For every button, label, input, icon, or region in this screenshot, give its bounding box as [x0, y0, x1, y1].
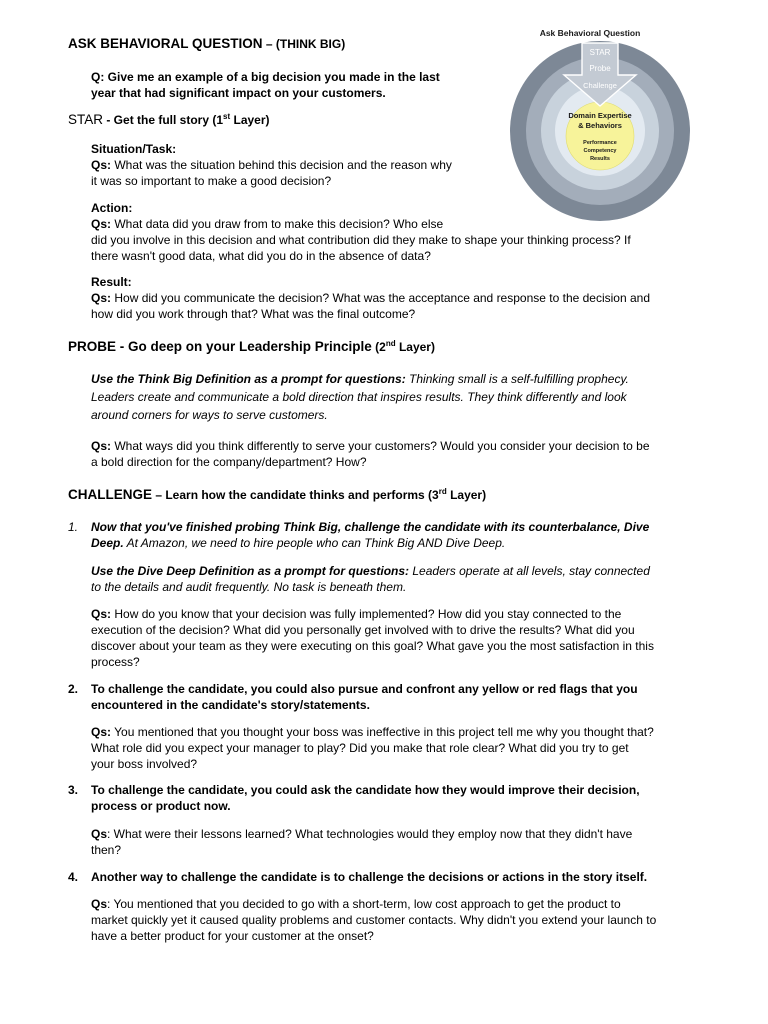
- challenge-end: Layer): [446, 488, 487, 502]
- center-label-line1: Domain Expertise: [568, 111, 632, 120]
- challenge-item-2: [91, 681, 638, 713]
- star-subtitle: - Get the full story (1: [103, 113, 224, 127]
- qs-label: Qs:: [91, 439, 112, 453]
- probe-questions: [91, 438, 650, 470]
- probe-qs-text: What ways did you think differently to serve your customers? Would you consider your decision to be: [111, 439, 650, 453]
- dive-deep-label: Use the Dive Deep Definition as a prompt for questions:: [91, 564, 410, 578]
- situation-text: it was so important to make a good decision?: [91, 174, 332, 188]
- qs-label: Qs:: [91, 217, 112, 231]
- qs3-text: then?: [91, 843, 122, 857]
- star-end: Layer): [230, 113, 270, 127]
- dive-deep-text: Leaders operate at all levels, stay connected: [409, 564, 650, 578]
- result-label: Result:: [91, 275, 132, 289]
- situation-section: [91, 141, 452, 189]
- question-line: year that had significant impact on your customers.: [91, 86, 386, 100]
- challenge-qs-3: [91, 826, 632, 858]
- situation-text: What was the situation behind this decision and the reason why: [111, 158, 452, 172]
- qs1-text: discover about your team as they were executing on this goal? What gave you the most satisfaction in this: [91, 639, 654, 653]
- probe-prompt-text: Leaders create and communicate a bold direction that inspires results. They think differently and look: [91, 390, 627, 404]
- action-text: What data did you draw from to make this decision? Who else: [111, 217, 444, 231]
- qs2-text: You mentioned that you thought your boss was ineffective in this project tell me why you thought that?: [111, 725, 654, 739]
- probe-prompt-text: around corners for ways to serve customers.: [91, 408, 328, 422]
- star-sup: st: [223, 112, 231, 121]
- probe-title: PROBE - Go deep on your Leadership Principle: [68, 339, 372, 354]
- qs1-text: process?: [91, 655, 140, 669]
- probe-prompt-text: Thinking small is a self-fulfilling prophecy.: [405, 372, 629, 386]
- arrow-label-probe: Probe: [589, 64, 611, 73]
- challenge-title: CHALLENGE: [68, 487, 152, 502]
- qs1-text: execution of the decision? What did you personally get involved with to drive the results? What did you: [91, 623, 635, 637]
- question-line: Q: Give me an example of a big decision you made in the last: [91, 70, 440, 84]
- probe-qs-text: a bold direction for the company/department? How?: [91, 455, 367, 469]
- heading-main: ASK BEHAVIORAL QUESTION: [68, 36, 263, 51]
- center-label-line2: & Behaviors: [578, 121, 622, 130]
- qs-label: Qs:: [91, 291, 112, 305]
- qs-label: Qs: [91, 827, 108, 841]
- list-number: 1.: [68, 520, 79, 534]
- center-sub-results: Results: [590, 156, 610, 162]
- item2-text: To challenge the candidate, you could also pursue and confront any yellow or red flags that you: [91, 682, 638, 696]
- arrow-label-star: STAR: [589, 48, 611, 57]
- probe-sup: nd: [385, 339, 396, 348]
- situation-label: Situation/Task:: [91, 142, 177, 156]
- star-heading: [68, 112, 270, 128]
- qs-label: Qs:: [91, 158, 112, 172]
- item1-text: Deep.: [91, 536, 124, 550]
- challenge-sup: rd: [438, 487, 447, 496]
- qs-label: Qs:: [91, 725, 112, 739]
- challenge-subtitle: – Learn how the candidate thinks and performs (3: [152, 488, 439, 502]
- qs2-text: What role did you expect your manager to play? Did you make that role clear? What did you try to get: [91, 741, 629, 755]
- page-heading: [68, 36, 345, 52]
- challenge-heading: [68, 487, 486, 503]
- probe-prompt: [91, 370, 629, 424]
- probe-end: Layer): [395, 340, 435, 354]
- action-section: [91, 200, 631, 264]
- challenge-qs-2: [91, 724, 654, 772]
- list-number: 3.: [68, 783, 79, 797]
- list-number: 2.: [68, 682, 79, 696]
- list-number: 4.: [68, 870, 79, 884]
- arrow-label-challenge: Challenge: [583, 81, 617, 90]
- main-question: [91, 69, 440, 101]
- diagram-title: Ask Behavioral Question: [539, 28, 641, 38]
- behavioral-question-diagram: [505, 24, 755, 224]
- heading-sub: – (THINK BIG): [262, 37, 346, 51]
- item3-text: To challenge the candidate, you could ask the candidate how they would improve their decision,: [91, 783, 640, 797]
- challenge-item-1: [91, 519, 649, 551]
- qs4-text: have a better product for your customer at the onset?: [91, 929, 374, 943]
- probe-mid: (2: [371, 340, 386, 354]
- probe-heading: [68, 339, 435, 355]
- qs-label: Qs:: [91, 607, 112, 621]
- result-text: how did you work through that? What was the final outcome?: [91, 307, 416, 321]
- dive-deep-prompt: [91, 563, 650, 595]
- challenge-item-3: [91, 782, 640, 814]
- center-sub-performance: Performance: [583, 140, 617, 146]
- challenge-qs-4: [91, 896, 656, 944]
- dive-deep-text: to the details and audit frequently. No task is beneath them.: [91, 580, 407, 594]
- action-label: Action:: [91, 201, 133, 215]
- item1-text: Now that you've finished probing Think Big, challenge the candidate with its counterbalance, Dive: [91, 520, 650, 534]
- qs4-text: : You mentioned that you decided to go with a short-term, low cost approach to get the product to: [107, 897, 621, 911]
- item2-text: encountered in the candidate's story/statements.: [91, 698, 370, 712]
- qs3-text: : What were their lessons learned? What technologies would they employ now that they didn't have: [107, 827, 633, 841]
- qs4-text: market quickly yet it caused quality problems and customer contacts. Why didn't you extend your launch to: [91, 913, 657, 927]
- qs-label: Qs: [91, 897, 108, 911]
- result-text: How did you communicate the decision? What was the acceptance and response to the decision and: [111, 291, 651, 305]
- qs2-text: your boss involved?: [91, 757, 198, 771]
- center-sub-competency: Competency: [583, 148, 617, 154]
- item1-italic: At Amazon, we need to hire people who can Think Big AND Dive Deep.: [123, 536, 506, 550]
- action-text: there wasn't good data, what did you do in the absence of data?: [91, 249, 431, 263]
- result-section: [91, 274, 650, 322]
- item4-text: Another way to challenge the candidate is to challenge the decisions or actions in the story itself.: [91, 870, 648, 884]
- star-title: STAR: [68, 112, 104, 127]
- item3-text: process or product now.: [91, 799, 231, 813]
- qs1-text: How do you know that your decision was fully implemented? How did you stay connected to the: [111, 607, 622, 621]
- probe-prompt-label: Use the Think Big Definition as a prompt for questions:: [91, 372, 406, 386]
- layer-diagram: [505, 24, 755, 224]
- challenge-qs-1: [91, 606, 654, 670]
- challenge-item-4: [91, 869, 647, 885]
- action-text: did you involve in this decision and what contribution did they make to shape your thinking process? If: [91, 233, 631, 247]
